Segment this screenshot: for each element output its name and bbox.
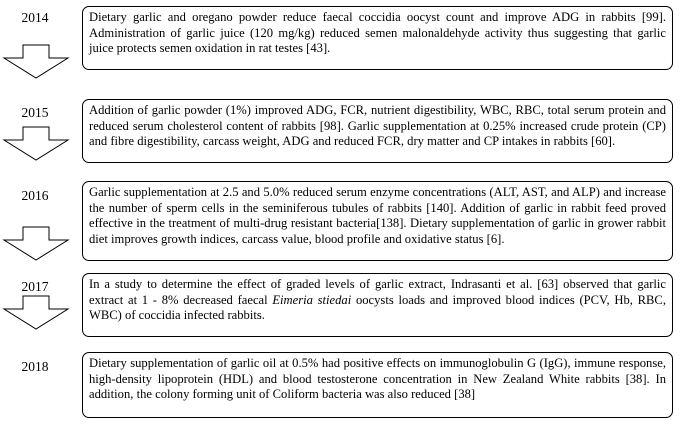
timeline-box-2018 [82, 352, 673, 418]
year-label-2017: 2017 [21, 279, 49, 294]
timeline-box-2017 [82, 273, 673, 337]
timeline-text-2016: Garlic supplementation at 2.5 and 5.0% reduced serum enzyme concentrations (ALT, AST, and ALP) and increase the number of sperm cells in the seminiferous tubules of rabbits [140]. Addition of garlic in rabbit feed proved effective in the treatment of multi-drug resistant bacteria[138]. Dietary supplementation of garlic in grower rabbit diet improves growth indices, carcass value, blood profile and oxidative status [6]. [89, 185, 666, 246]
timeline-box-2015 [82, 99, 673, 163]
timeline-text-2018: Dietary supplementation of garlic oil at 0.5% had positive effects on immunoglobulin G (IgG), immune response, high-density lipoprotein (HDL) and blood testosterone concentration in New Zealand White rabbits [38]. In addition, the colony forming unit of Coliform bacteria was also reduced [38] [89, 356, 666, 402]
down-arrow-icon [2, 126, 70, 162]
timeline-text-2017-species: Eimeria stiedai [272, 292, 352, 307]
down-arrow-icon [2, 44, 70, 80]
year-label-2014: 2014 [21, 10, 49, 25]
year-label-2015: 2015 [21, 105, 49, 120]
timeline-text-2017-part1: In a study to determine the effect of graded levels of garlic extract, Indrasanti et al. [63] observed that garlic extract at 1 - 8% decreased faecal [89, 277, 666, 307]
timeline-text-2017 [89, 277, 666, 324]
timeline-box-2014 [82, 6, 673, 70]
timeline-box-2016 [82, 181, 673, 261]
timeline-text-2015: Addition of garlic powder (1%) improved ADG, FCR, nutrient digestibility, WBC, RBC, total serum protein and reduced serum cholesterol content of rabbits [98]. Garlic supplementation at 0.25% increased crude protein (CP) and fibre digestibility, carcass weight, ADG and reduced FCR, dry matter and CP intakes in rabbits [60]. [89, 103, 666, 149]
year-label-2018: 2018 [21, 359, 49, 374]
down-arrow-icon [2, 295, 70, 331]
timeline-text-2017-part2: oocysts loads and improved blood indices (PCV, Hb, RBC, WBC) of coccidia infected rabbits. [89, 292, 666, 323]
timeline-text-2014: Dietary garlic and oregano powder reduce faecal coccidia oocyst count and improve ADG in rabbits [99]. Administration of garlic juice (120 mg/kg) reduced semen malonaldehyde activity thus suggesting that garlic juice protects semen oxidation in rat testes [43]. [89, 10, 666, 56]
year-label-2016: 2016 [21, 188, 49, 203]
down-arrow-icon [2, 226, 70, 262]
